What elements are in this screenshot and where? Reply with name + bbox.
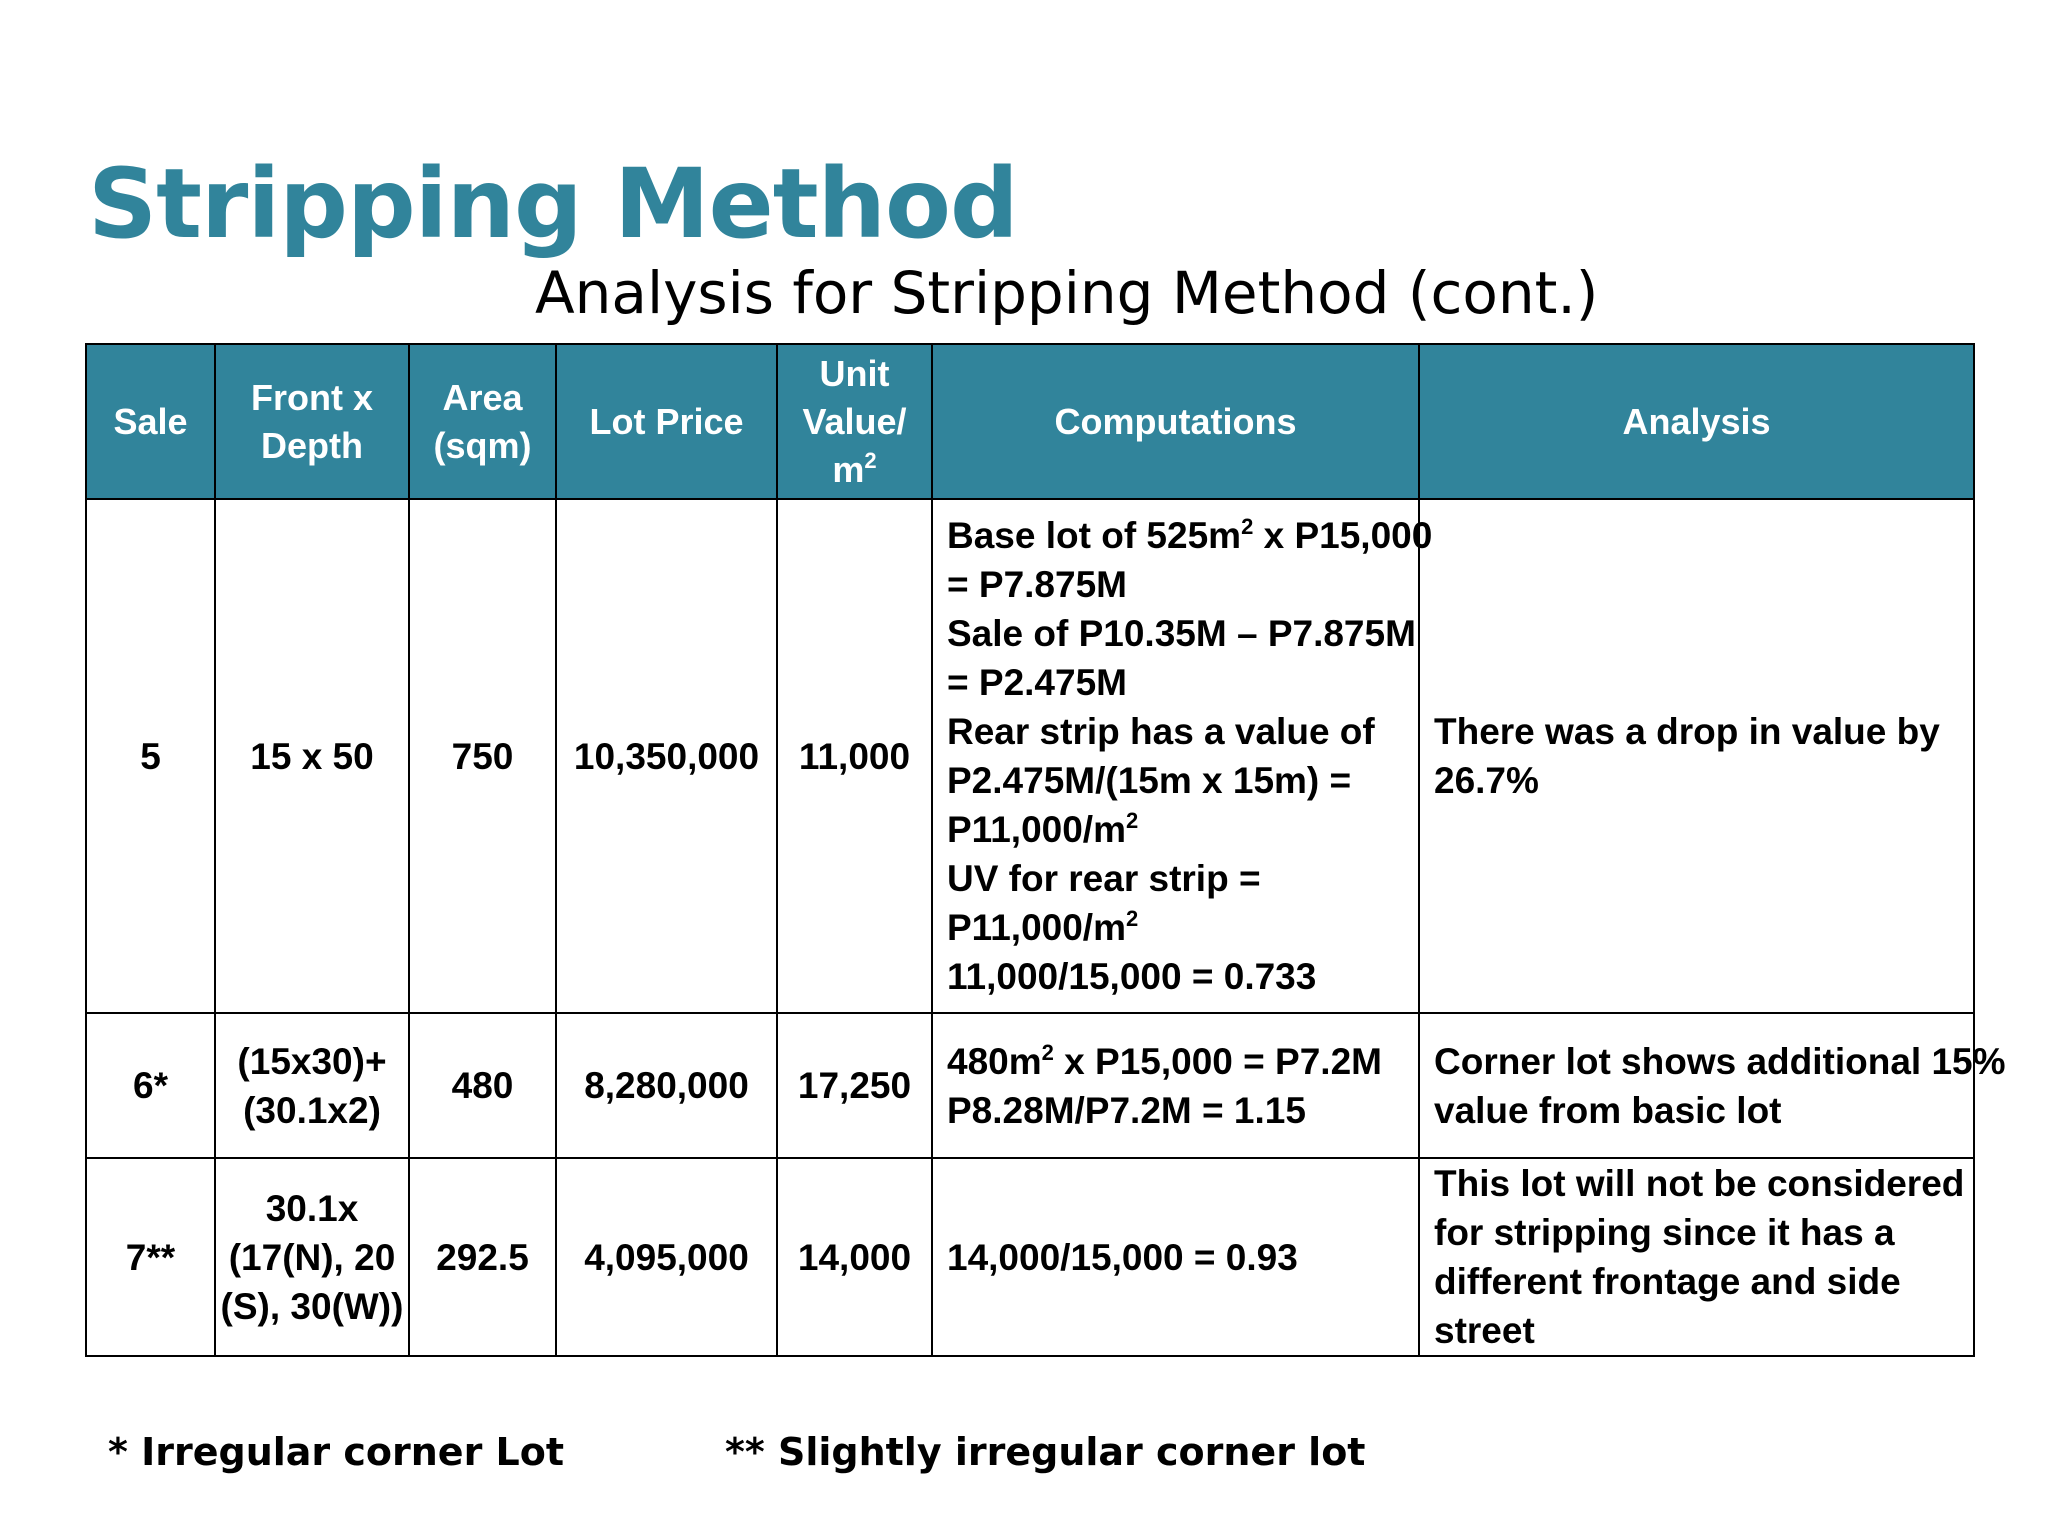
header-unit-value: Unit Value/ $m^2$	[777, 344, 932, 499]
cell-computations: $480m^2$ x P15,000 = P7.2M P8.28M/P7.2M = 1.15	[932, 1013, 1419, 1158]
table-header-row	[86, 344, 1974, 499]
table-row-sale-6	[86, 1013, 1974, 1158]
cell-sale: 7**	[86, 1158, 215, 1356]
cell-sale: 6*	[86, 1013, 215, 1158]
cell-area: 750	[409, 499, 556, 1013]
cell-area: 480	[409, 1013, 556, 1158]
cell-unit-value: 11,000	[777, 499, 932, 1013]
cell-lot-price: 8,280,000	[556, 1013, 777, 1158]
cell-computations: 14,000/15,000 = 0.93	[932, 1158, 1419, 1356]
cell-lot-price: 10,350,000	[556, 499, 777, 1013]
footnote-irregular-corner-lot: * Irregular corner Lot	[108, 1430, 565, 1474]
cell-analysis: Corner lot shows additional 15% value from basic lot	[1419, 1013, 1974, 1158]
cell-front-depth: 15 x 50	[215, 499, 409, 1013]
slide-title: Stripping Method	[88, 148, 1018, 260]
cell-analysis: This lot will not be considered for stripping since it has a different frontage and side street	[1419, 1158, 1974, 1356]
cell-sale: 5	[86, 499, 215, 1013]
cell-unit-value: 17,250	[777, 1013, 932, 1158]
analysis-table	[85, 343, 2006, 1357]
cell-front-depth: 30.1x (17(N), 20 (S), 30(W))	[215, 1158, 409, 1356]
header-sale: Sale	[86, 344, 215, 499]
header-area: Area (sqm)	[409, 344, 556, 499]
table-row-sale-7	[86, 1158, 1974, 1356]
header-lot-price: Lot Price	[556, 344, 777, 499]
cell-front-depth: (15x30)+ (30.1x2)	[215, 1013, 409, 1158]
cell-unit-value: 14,000	[777, 1158, 932, 1356]
header-analysis: Analysis	[1419, 344, 1974, 499]
table-row-sale-5	[86, 499, 1974, 1013]
footnote-slightly-irregular-corner-lot: ** Slightly irregular corner lot	[725, 1430, 1366, 1474]
cell-lot-price: 4,095,000	[556, 1158, 777, 1356]
header-computations: Computations	[932, 344, 1419, 499]
cell-analysis: There was a drop in value by 26.7%	[1419, 499, 1974, 1013]
cell-computations: Base lot of $525m^2$ x P15,000 = P7.875M Sale of P10.35M – P7.875M = P2.475M Rear strip has a value of P2.475M/(15m x 15m) = $P11,000/m^2$ UV for rear strip = $P11,000/m^2$ 11,000/15,000 = 0.733	[932, 499, 1419, 1013]
header-front-depth: Front x Depth	[215, 344, 409, 499]
table-caption: Analysis for Stripping Method (cont.)	[535, 259, 1599, 327]
cell-area: 292.5	[409, 1158, 556, 1356]
